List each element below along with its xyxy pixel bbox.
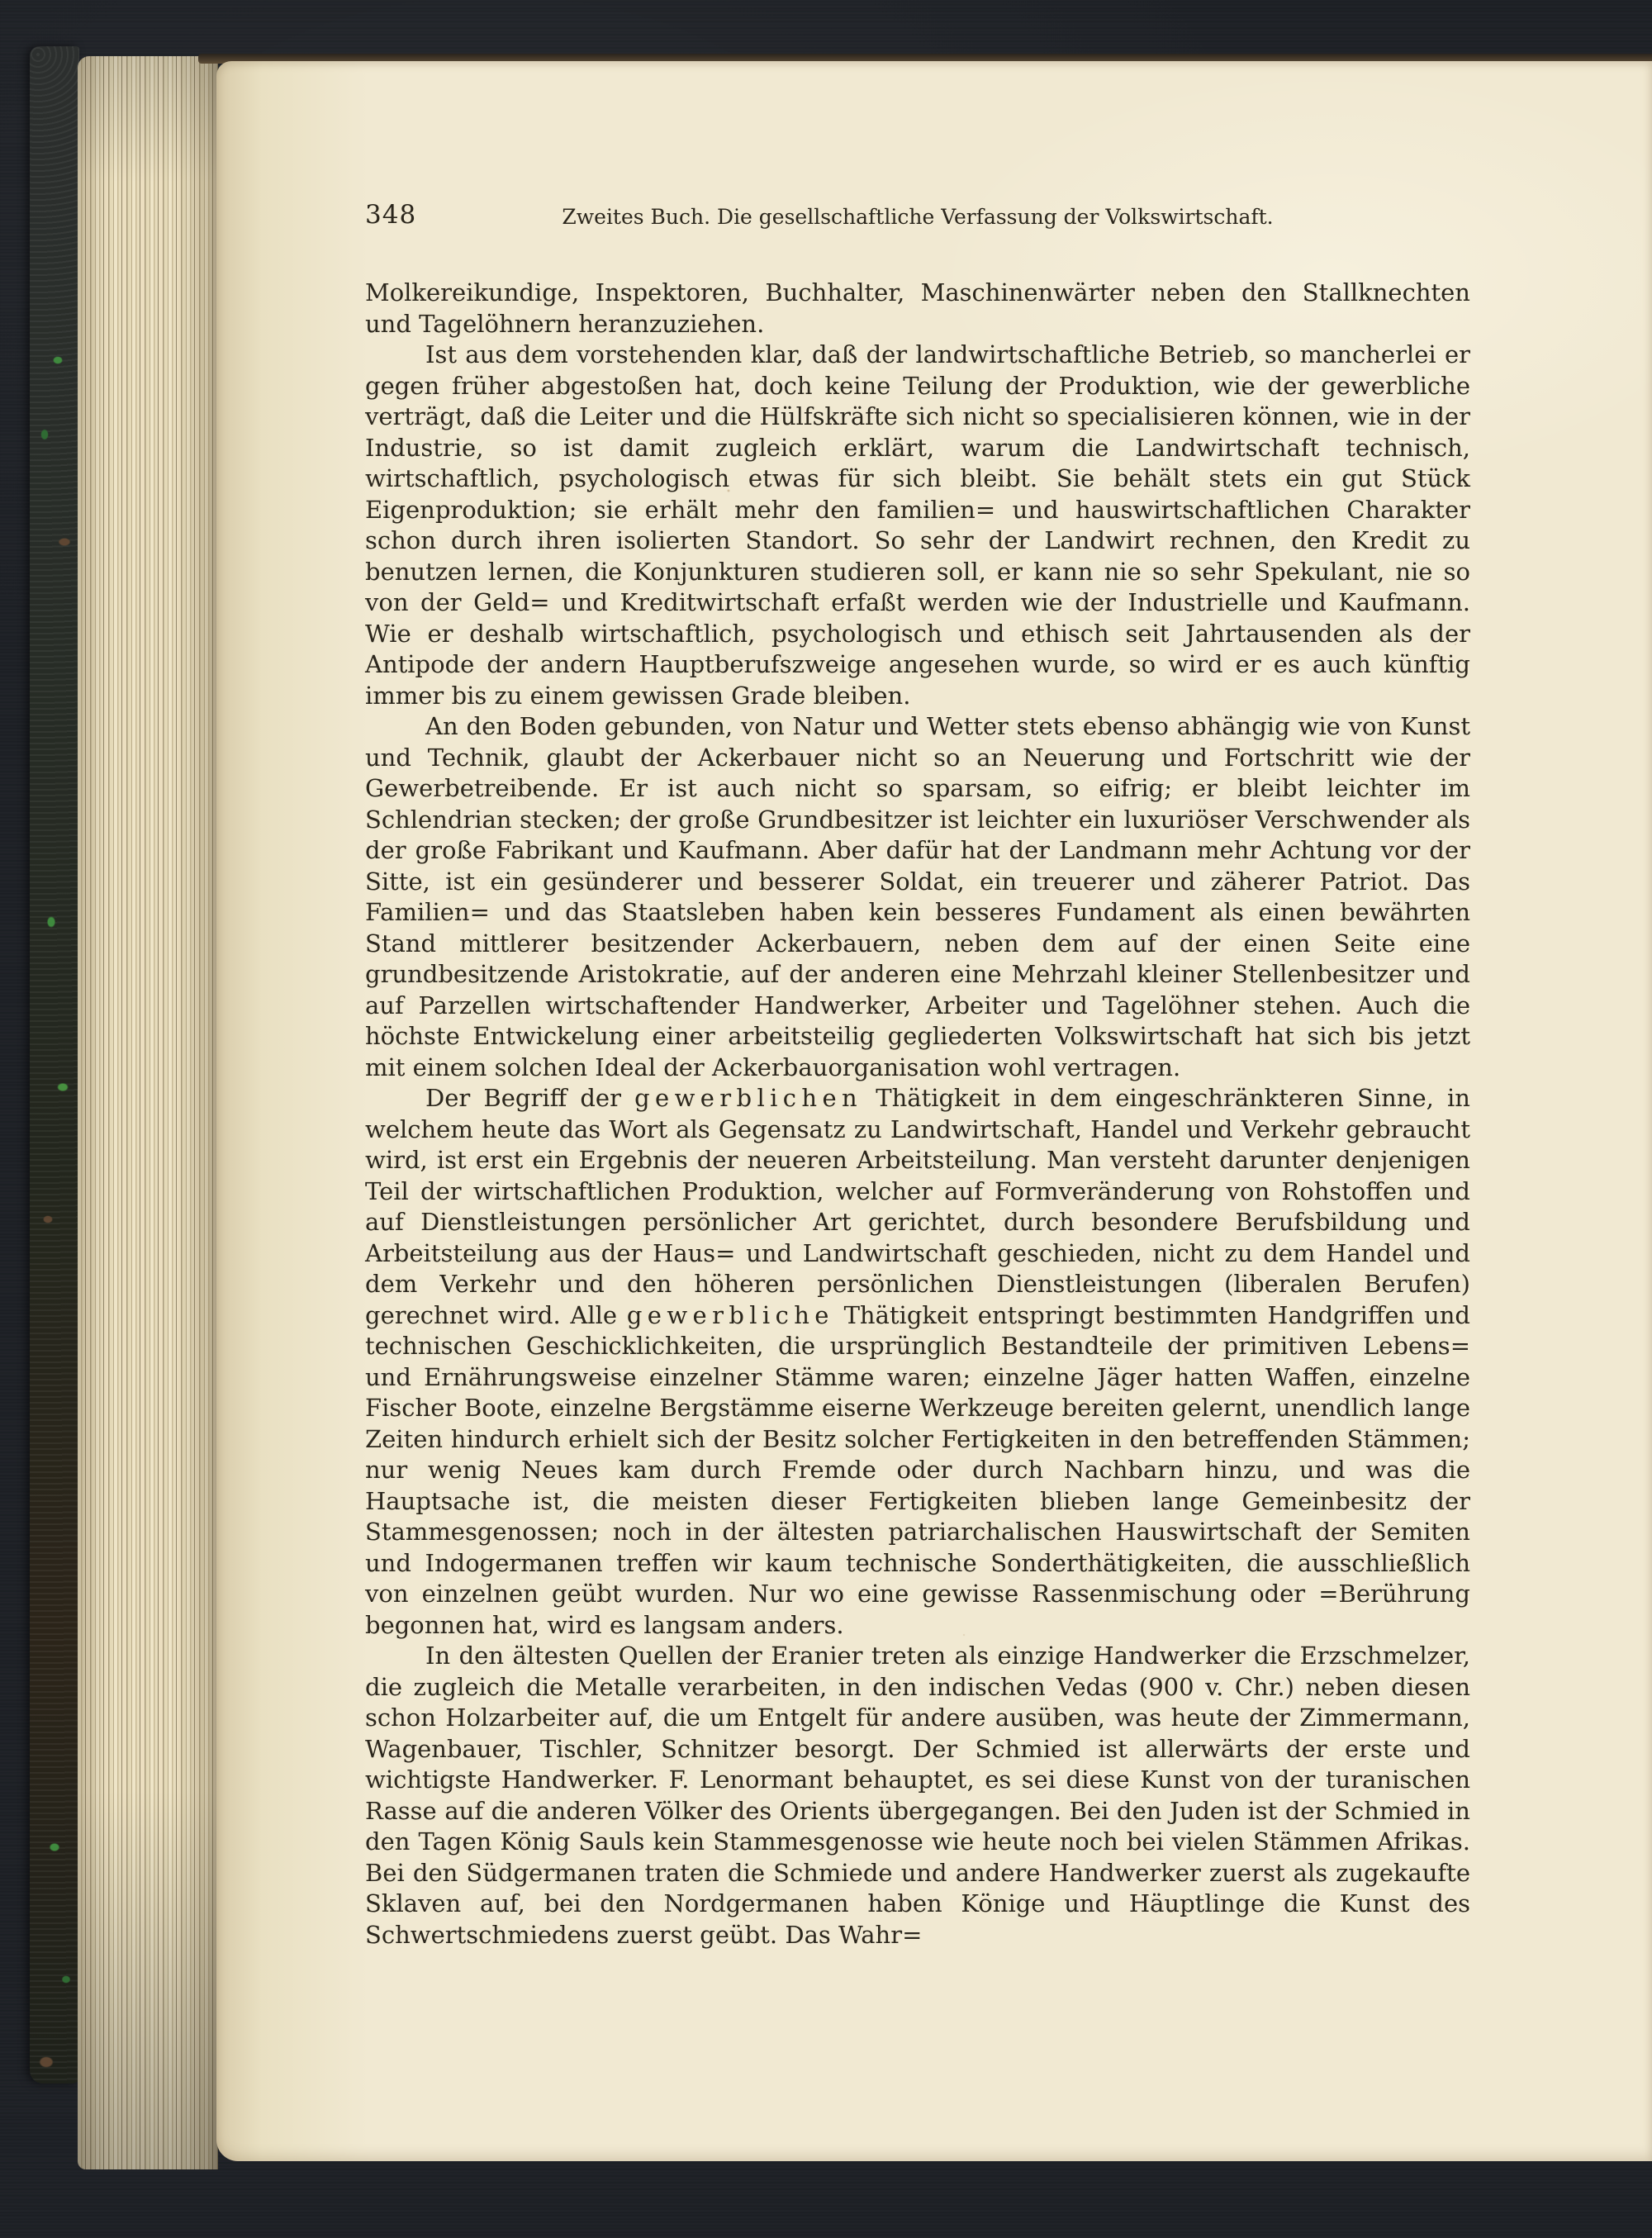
- paragraph: [365, 1641, 1470, 1951]
- paragraph: [365, 278, 1470, 340]
- body-text: [365, 278, 1470, 1951]
- text-run: An den Boden gebunden, von Natur und Wetter stets ebenso abhängig wie von Kunst und Technik, glaubt der Ackerbauer nicht so an Neuerung und Fortschritt wie der Gewerbetreibende. Er ist auch nicht so sparsam, so eifrig; er bleibt leichter im Schlendrian stecken; der große Grundbesitzer ist leichter ein luxuriöser Verschwender als der große Fabrikant und Kaufmann. Aber dafür hat der Landmann mehr Achtung vor der Sitte, ist ein gesünderer und besserer Soldat, ein treuerer und zäherer Patriot. Das Familien= und das Staatsleben haben kein besseres Fundament als einen bewährten Stand mittlerer besitzender Ackerbauern, neben dem auf der einen Seite eine grundbesitzende Aristokratie, auf der anderen eine Mehrzahl kleiner Stellenbesitzer und auf Parzellen wirtschaftender Handwerker, Arbeiter und Tagelöhner stehen. Auch die höchste Entwickelung einer arbeitsteilig gegliederten Volkswirtschaft hat sich bis jetzt mit einem solchen Ideal der Ackerbauorganisation wohl vertragen.: [365, 712, 1470, 1081]
- text-run: In den ältesten Quellen der Eranier treten als einzige Handwerker die Erzschmelzer, die zugleich die Metalle verarbeiten, in den indischen Vedas (900 v. Chr.) neben diesen schon Holzarbeiter auf, die um Entgelt für andere ausüben, was heute der Zimmermann, Wagenbauer, Tischler, Schnitzer besorgt. Der Schmied ist allerwärts der erste und wichtigste Handwerker. F. Lenormant behauptet, es sei diese Kunst von der turanischen Rasse auf die anderen Völker des Orients übergegangen. Bei den Juden ist der Schmied in den Tagen König Sauls kein Stammesgenosse wie heute noch bei vielen Stämmen Afrikas. Bei den Südgermanen traten die Schmiede und andere Handwerker zuerst als zugekaufte Sklaven auf, bei den Nordgermanen haben Könige und Häuptlinge die Kunst des Schwertschmiedens zuerst geübt. Das Wahr=: [365, 1642, 1470, 1949]
- emphasized-text: gewerbliche: [626, 1300, 834, 1329]
- paragraph: [365, 340, 1470, 711]
- book-cover-marbled-edge: [30, 46, 79, 2084]
- text-run: Thätigkeit in dem eingeschränkteren Sinne, in welchem heute das Wort als Gegensatz zu Landwirtschaft, Handel und Verkehr gebraucht wird, ist erst ein Ergebnis der neueren Arbeitsteilung. Man versteht darunter denjenigen Teil der wirtschaftlichen Produktion, welcher auf Formveränderung von Rohstoffen und auf Dienstleistungen persönlicher Art gerichtet, durch besondere Berufsbildung und Arbeitsteilung aus der Haus= und Landwirtschaft geschieden, nicht zu dem Handel und dem Verkehr und den höheren persönlichen Dienstleistungen (liberalen Berufen) gerechnet wird. Alle: [365, 1084, 1470, 1329]
- text-run: Der Begriff der: [425, 1084, 635, 1112]
- paragraph: [365, 1083, 1470, 1641]
- text-run: Ist aus dem vorstehenden klar, daß der landwirtschaftliche Betrieb, so mancherlei er gegen früher abgestoßen hat, doch keine Teilung der Produktion, wie der gewerbliche verträgt, daß die Leiter und die Hülfskräfte sich nicht so specialisieren können, wie in der Industrie, so ist damit zugleich erklärt, warum die Landwirtschaft technisch, wirtschaftlich, psychologisch etwas für sich bleibt. Sie behält stets ein gut Stück Eigenproduktion; sie erhält mehr den familien= und hauswirtschaftlichen Charakter schon durch ihren isolierten Standort. So sehr der Landwirt rechnen, den Kredit zu benutzen lernen, die Konjunkturen studieren soll, er kann nie so sehr Spekulant, nie so von der Geld= und Kreditwirtschaft erfaßt werden wie der Industrielle und Kaufmann. Wie er deshalb wirtschaftlich, psychologisch und ethisch seit Jahrtausenden als der Antipode der andern Hauptberufszweige angesehen wurde, so wird er es auch künftig immer bis zu einem gewissen Grade bleiben.: [365, 340, 1470, 710]
- text-run: Molkereikundige, Inspektoren, Buchhalter, Maschinenwärter neben den Stallknechten und Tagelöhnern heranzuziehen.: [365, 278, 1470, 338]
- book-page: [216, 61, 1652, 2161]
- page-fore-edge-stack: [78, 56, 218, 2169]
- running-header: Zweites Buch. Die gesellschaftliche Verfassung der Volkswirtschaft.: [562, 205, 1274, 229]
- paragraph: [365, 711, 1470, 1083]
- text-run: Thätigkeit entspringt bestimmten Handgriffen und technischen Geschicklichkeiten, die ursprünglich Bestandteile der primitiven Lebens= und Ernährungsweise einzelner Stämme waren; einzelne Jäger hatten Waffen, einzelne Fischer Boote, einzelne Bergstämme eiserne Werkzeuge bereiten gelernt, unendlich lange Zeiten hindurch erhielt sich der Besitz solcher Fertigkeiten in den betreffenden Stämmen; nur wenig Neues kam durch Fremde oder durch Nachbarn hinzu, und was die Hauptsache ist, die meisten dieser Fertigkeiten blieben lange Gemeinbesitz der Stammesgenossen; noch in der ältesten patriarchalischen Hauswirtschaft der Semiten und Indogermanen treffen wir kaum technische Sonderthätigkeiten, die ausschließlich von einzelnen geübt wurden. Nur wo eine gewisse Rassenmischung oder =Berührung begonnen hat, wird es langsam anders.: [365, 1300, 1470, 1639]
- page-number: 348: [365, 200, 417, 230]
- emphasized-text: gewerblichen: [634, 1084, 863, 1112]
